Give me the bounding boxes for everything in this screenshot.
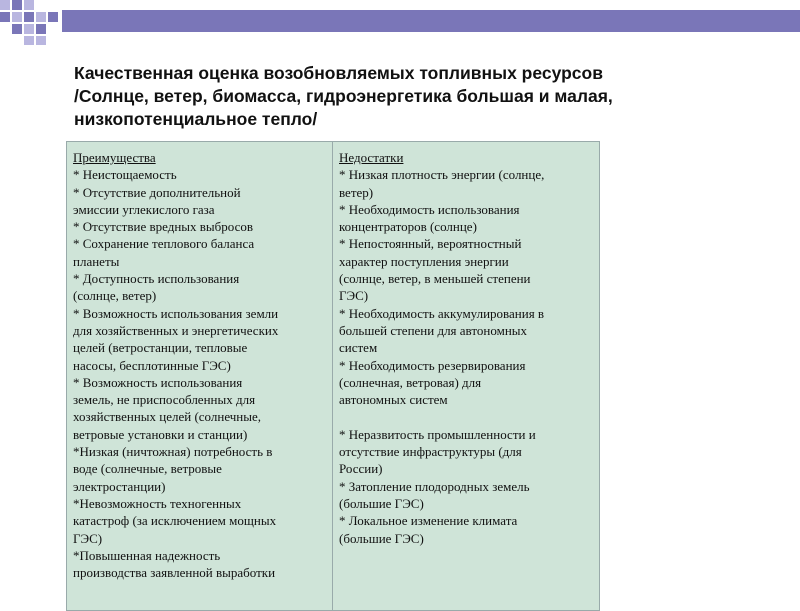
- list-line: автономных систем: [339, 392, 448, 408]
- list-line: * Затопление плодородных земель: [339, 478, 530, 494]
- list-line: катастроф (за исключением мощных: [73, 513, 277, 529]
- list-line: (солнечная, ветровая) для: [339, 374, 482, 390]
- list-line: концентраторов (солнце): [339, 219, 477, 235]
- title-line: Качественная оценка возобновляемых топливных ресурсов: [74, 63, 603, 83]
- list-line: * Необходимость использования: [339, 201, 520, 217]
- list-line: отсутствие инфраструктуры (для: [339, 444, 522, 460]
- disadvantages-column: [333, 142, 599, 610]
- disadvantages-list: [339, 166, 595, 547]
- list-line: * Отсутствие вредных выбросов: [73, 219, 253, 235]
- list-line: * Низкая плотность энергии (солнце,: [339, 167, 545, 183]
- title-line: /Солнце, ветер, биомасса, гидроэнергетика большая и малая,: [74, 86, 613, 106]
- decorative-header-banner: [0, 0, 800, 45]
- list-line: ветер): [339, 184, 374, 200]
- list-line: * Сохранение теплового баланса: [73, 236, 255, 252]
- list-line: (большие ГЭС): [339, 530, 424, 546]
- list-line: электростанции): [73, 478, 166, 494]
- list-line: воде (солнечные, ветровые: [73, 461, 222, 477]
- list-line: * Неразвитость промышленности и: [339, 426, 536, 442]
- list-line: большей степени для автономных: [339, 322, 528, 338]
- advantages-column: [67, 142, 333, 610]
- list-line: * Отсутствие дополнительной: [73, 184, 241, 200]
- list-line: планеты: [73, 253, 120, 269]
- list-line: * Локальное изменение климата: [339, 513, 518, 529]
- list-line: *Невозможность техногенных: [73, 495, 242, 511]
- list-line: * Неистощаемость: [73, 167, 177, 183]
- list-line: ветровые установки и станции): [73, 426, 248, 442]
- list-line: систем: [339, 340, 378, 356]
- list-line: ГЭС): [339, 288, 369, 304]
- title-line: низкопотенциальное тепло/: [74, 109, 318, 129]
- list-line: * Возможность использования земли: [73, 305, 279, 321]
- list-line: России): [339, 461, 383, 477]
- list-line: хозяйственных целей (солнечные,: [73, 409, 262, 425]
- advantages-header: Преимущества: [73, 150, 156, 165]
- list-line: * Необходимость резервирования: [339, 357, 526, 373]
- list-line: эмиссии углекислого газа: [73, 201, 215, 217]
- list-line: * Непостоянный, вероятностный: [339, 236, 522, 252]
- list-line: насосы, бесплотинные ГЭС): [73, 357, 231, 373]
- list-line: характер поступления энергии: [339, 253, 509, 269]
- list-line: (солнце, ветер, в меньшей степени: [339, 271, 531, 287]
- list-line: земель, не приспособленных для: [73, 392, 256, 408]
- list-line: * Необходимость аккумулирования в: [339, 305, 545, 321]
- list-line: (солнце, ветер): [73, 288, 157, 304]
- list-line: *Низкая (ничтожная) потребность в: [73, 444, 273, 460]
- list-line: производства заявленной выработки: [73, 565, 276, 581]
- list-line: * Возможность использования: [73, 374, 243, 390]
- list-line: для хозяйственных и энергетических: [73, 322, 279, 338]
- list-line: ГЭС): [73, 530, 103, 546]
- list-line: *Повышенная надежность: [73, 547, 221, 563]
- slide-title: [74, 62, 774, 131]
- list-line: целей (ветростанции, тепловые: [73, 340, 248, 356]
- list-line: * Доступность использования: [73, 271, 240, 287]
- comparison-table: [66, 141, 600, 611]
- advantages-list: [73, 166, 328, 581]
- list-line: (большие ГЭС): [339, 495, 424, 511]
- disadvantages-header: Недостатки: [339, 150, 404, 165]
- list-line: [339, 408, 595, 425]
